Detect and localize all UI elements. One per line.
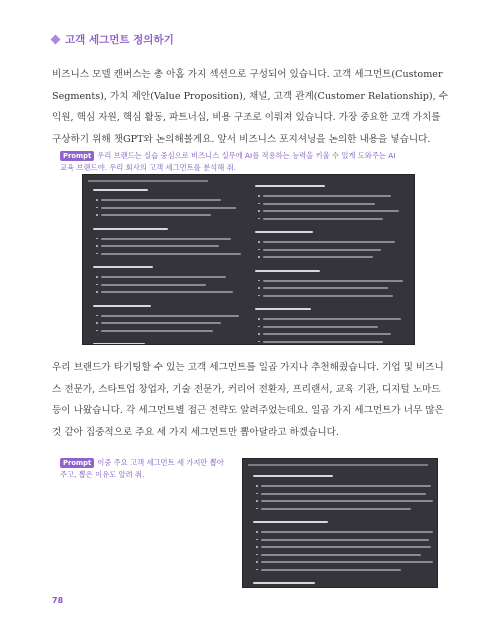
screenshot-text-line bbox=[263, 218, 383, 220]
screenshot-text-line bbox=[261, 561, 433, 563]
screenshot-text-line bbox=[101, 253, 241, 255]
screenshot-bullet-dot bbox=[258, 280, 260, 282]
screenshot-bullet-dot bbox=[96, 214, 98, 216]
screenshot-text-line bbox=[261, 546, 431, 548]
prompt-box-1 bbox=[60, 150, 400, 174]
screenshot-text-line bbox=[261, 531, 433, 533]
screenshot-heading-line bbox=[253, 475, 333, 477]
prompt-box-2 bbox=[60, 457, 230, 481]
screenshot-text-line bbox=[261, 485, 431, 487]
screenshot-bullet-dot bbox=[258, 295, 260, 297]
screenshot-text-line bbox=[101, 322, 221, 324]
screenshot-bullet-dot bbox=[96, 207, 98, 209]
screenshot-text-line bbox=[261, 554, 421, 556]
screenshot-bullet-dot bbox=[96, 291, 98, 293]
screenshot-text-line bbox=[263, 326, 378, 328]
screenshot-heading-line bbox=[93, 266, 153, 268]
screenshot-bullet-dot bbox=[258, 333, 260, 335]
screenshot-bullet-dot bbox=[258, 256, 260, 258]
prompt-badge: Prompt bbox=[60, 458, 94, 468]
prompt-badge: Prompt bbox=[60, 151, 94, 161]
screenshot-bullet-dot bbox=[96, 238, 98, 240]
screenshot-heading-line bbox=[255, 231, 313, 233]
section-title bbox=[52, 32, 174, 47]
screenshot-text-line bbox=[101, 214, 211, 216]
screenshot-heading-line bbox=[255, 270, 320, 272]
screenshot-bullet-dot bbox=[96, 322, 98, 324]
screenshot-text-line bbox=[263, 280, 403, 282]
screenshot-text-line bbox=[263, 287, 388, 289]
screenshot-heading-line bbox=[255, 185, 325, 187]
screenshot-bullet-dot bbox=[256, 531, 258, 533]
diamond-bullet-icon bbox=[51, 35, 61, 45]
body-paragraph-2: 우리 브랜드가 타기팅할 수 있는 고객 세그먼트를 일곱 가지나 추천해줬습니다. 기업 및 비즈니스 전문가, 스타트업 창업자, 기술 전문가, 커리어 전환자, 프리랜서, 교육 기관, 디지털 노마드 등이 나왔습니다. 각 세그먼트별 접근 전략도 알려주었는데요. 일곱 가지 세그먼트가 너무 많은 것 같아 집중적으로 주요 세 가지 세그먼트만 뽑아달라고 하겠습니다. bbox=[52, 362, 444, 439]
screenshot-text-line bbox=[263, 195, 391, 197]
screenshot-bullet-dot bbox=[256, 493, 258, 495]
screenshot-bullet-dot bbox=[256, 546, 258, 548]
screenshot-text-line bbox=[248, 464, 428, 466]
screenshot-text-line bbox=[88, 180, 208, 182]
screenshot-text-line bbox=[101, 238, 231, 240]
screenshot-bullet-dot bbox=[258, 326, 260, 328]
screenshot-bullet-dot bbox=[96, 276, 98, 278]
screenshot-text-line bbox=[101, 276, 226, 278]
screenshot-bullet-dot bbox=[258, 210, 260, 212]
screenshot-bullet-dot bbox=[256, 508, 258, 510]
screenshot-bullet-dot bbox=[258, 318, 260, 320]
screenshot-bullet-dot bbox=[258, 341, 260, 343]
screenshot-bullet-dot bbox=[258, 241, 260, 243]
screenshot-bullet-dot bbox=[258, 218, 260, 220]
screenshot-text-line bbox=[101, 291, 233, 293]
screenshot-text-line bbox=[101, 330, 213, 332]
screenshot-bullet-dot bbox=[96, 253, 98, 255]
screenshot-text-line bbox=[101, 245, 219, 247]
screenshot-text-line bbox=[263, 341, 383, 343]
section-title-text: 고객 세그먼트 정의하기 bbox=[65, 34, 174, 46]
screenshot-bullet-dot bbox=[256, 561, 258, 563]
screenshot-text-line bbox=[263, 203, 375, 205]
screenshot-text-line bbox=[263, 249, 381, 251]
screenshot-text-line bbox=[263, 210, 399, 212]
screenshot-text-line bbox=[263, 333, 391, 335]
screenshot-heading-line bbox=[253, 582, 315, 584]
screenshot-text-line bbox=[101, 284, 206, 286]
chatgpt-response-screenshot-1 bbox=[82, 174, 415, 345]
screenshot-bullet-dot bbox=[256, 500, 258, 502]
screenshot-heading-line bbox=[93, 343, 145, 345]
screenshot-bullet-dot bbox=[96, 330, 98, 332]
screenshot-text-line bbox=[261, 508, 411, 510]
screenshot-text-line bbox=[261, 569, 401, 571]
screenshot-heading-line bbox=[253, 521, 328, 523]
screenshot-bullet-dot bbox=[256, 554, 258, 556]
screenshot-text-line bbox=[263, 256, 373, 258]
screenshot-bullet-dot bbox=[256, 485, 258, 487]
prompt-text: 우리 브랜드는 실습 중심으로 비즈니스 실무에 AI를 적용하는 능력을 키울 수 있게 도와주는 AI 교육 브랜드야. 우리 회사의 고객 세그먼트를 분석해 줘. bbox=[60, 151, 396, 172]
prompt-text: 이중 주요 고객 세그먼트 세 가지만 뽑아주고, 뽑은 이유도 알려 줘. bbox=[60, 458, 224, 479]
screenshot-bullet-dot bbox=[258, 249, 260, 251]
screenshot-text-line bbox=[101, 315, 239, 317]
screenshot-bullet-dot bbox=[258, 195, 260, 197]
screenshot-bullet-dot bbox=[256, 539, 258, 541]
chatgpt-response-screenshot-2 bbox=[242, 458, 438, 588]
screenshot-heading-line bbox=[93, 189, 148, 191]
screenshot-bullet-dot bbox=[96, 245, 98, 247]
screenshot-text-line bbox=[263, 241, 395, 243]
screenshot-bullet-dot bbox=[256, 569, 258, 571]
screenshot-text-line bbox=[261, 539, 429, 541]
page-number: 78 bbox=[52, 596, 64, 605]
screenshot-text-line bbox=[101, 207, 236, 209]
screenshot-bullet-dot bbox=[96, 199, 98, 201]
screenshot-bullet-dot bbox=[258, 203, 260, 205]
screenshot-heading-line bbox=[93, 305, 151, 307]
screenshot-bullet-dot bbox=[96, 284, 98, 286]
screenshot-text-line bbox=[263, 318, 401, 320]
screenshot-heading-line bbox=[255, 308, 311, 310]
screenshot-bullet-dot bbox=[258, 287, 260, 289]
body-paragraph-1: 비즈니스 모델 캔버스는 총 아홉 가지 섹션으로 구성되어 있습니다. 고객 세그먼트(Customer Segments), 가치 제안(Value Proposition), 채널, 고객 관계(Customer Relationship), 수익원, 핵심 자원, 핵심 활동, 파트너십, 비용 구조로 이뤄져 있습니다. 가장 중요한 고객 가치를 구상하기 위해 챗GPT와 논의해볼게요. 앞서 비즈니스 포지셔닝을 논의한 내용을 넣습니다. bbox=[52, 69, 448, 146]
screenshot-text-line bbox=[261, 500, 433, 502]
screenshot-heading-line bbox=[93, 228, 168, 230]
screenshot-text-line bbox=[261, 493, 426, 495]
screenshot-bullet-dot bbox=[96, 315, 98, 317]
screenshot-text-line bbox=[101, 199, 221, 201]
screenshot-text-line bbox=[263, 295, 393, 297]
